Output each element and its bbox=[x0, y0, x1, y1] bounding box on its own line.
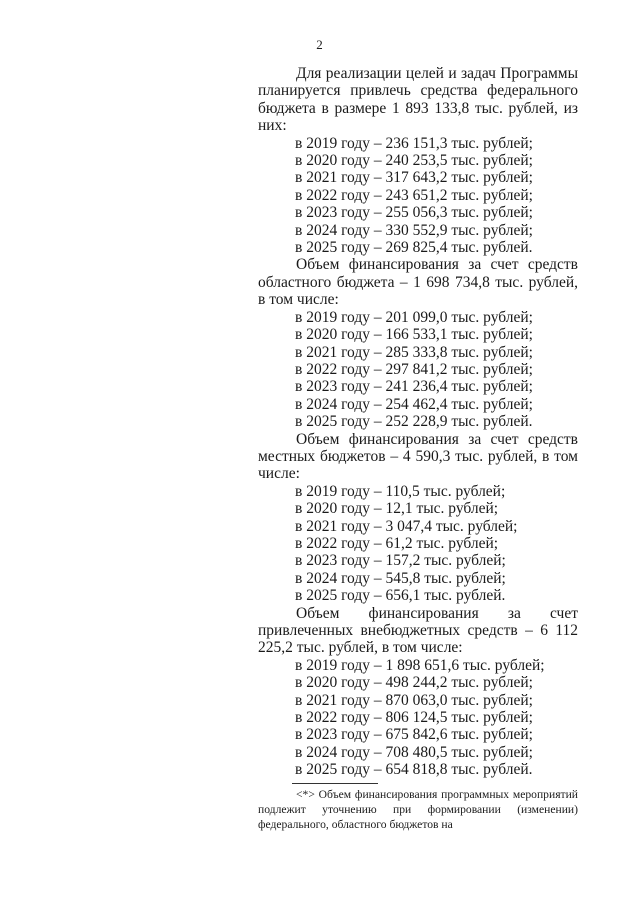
funding-line-2019: в 2019 году – 110,5 тыс. рублей; bbox=[295, 482, 506, 500]
funding-line-2020: в 2020 году – 498 244,2 тыс. рублей; bbox=[295, 674, 533, 692]
funding-line-2024: в 2024 году – 545,8 тыс. рублей; bbox=[295, 569, 506, 587]
funding-line-2023: в 2023 году – 241 236,4 тыс. рублей; bbox=[295, 378, 533, 396]
funding-line-2021: в 2021 году – 317 643,2 тыс. рублей; bbox=[295, 169, 533, 187]
funding-line-2022: в 2022 году – 243 651,2 тыс. рублей; bbox=[295, 186, 533, 204]
funding-line-2025: в 2025 году – 656,1 тыс. рублей. bbox=[295, 587, 506, 605]
funding-line-2021: в 2021 году – 870 063,0 тыс. рублей; bbox=[295, 691, 533, 709]
funding-line-2019: в 2019 году – 1 898 651,6 тыс. рублей; bbox=[295, 656, 545, 674]
funding-line-2024: в 2024 году – 330 552,9 тыс. рублей; bbox=[295, 221, 533, 239]
section-intro: Объем финансирования за счет привлеченных внебюджетных средств – 6 112 225,2 тыс. рублей, в том числе: bbox=[258, 604, 578, 657]
section-local-budgets bbox=[258, 431, 578, 605]
section-regional-budget bbox=[258, 256, 578, 430]
funding-line-2021: в 2021 году – 3 047,4 тыс. рублей; bbox=[295, 517, 518, 535]
page-number: 2 bbox=[316, 37, 323, 52]
funding-line-2024: в 2024 году – 708 480,5 тыс. рублей; bbox=[295, 743, 533, 761]
footnote-divider bbox=[292, 783, 378, 784]
funding-line-2020: в 2020 году – 240 253,5 тыс. рублей; bbox=[295, 152, 533, 170]
section-intro: Объем финансирования за счет средств областного бюджета – 1 698 734,8 тыс. рублей, в том числе: bbox=[258, 256, 578, 309]
funding-line-2025: в 2025 году – 252 228,9 тыс. рублей. bbox=[295, 413, 533, 431]
section-intro: Объем финансирования за счет средств местных бюджетов – 4 590,3 тыс. рублей, в том числе: bbox=[258, 430, 578, 483]
funding-line-2025: в 2025 году – 654 818,8 тыс. рублей. bbox=[295, 761, 533, 779]
section-federal-budget bbox=[258, 65, 578, 256]
section-extrabudgetary bbox=[258, 605, 578, 779]
funding-line-2020: в 2020 году – 166 533,1 тыс. рублей; bbox=[295, 326, 533, 344]
footnote: <*> Объем финансирования программных мероприятий подлежит уточнению при формировании (изменении) федерального, областного бюджетов на bbox=[258, 788, 578, 832]
funding-line-2021: в 2021 году – 285 333,8 тыс. рублей; bbox=[295, 343, 533, 361]
funding-line-2025: в 2025 году – 269 825,4 тыс. рублей. bbox=[295, 239, 533, 257]
section-intro: Для реализации целей и задач Программы планируется привлечь средства федерального бюджета в размере 1 893 133,8 тыс. рублей, из них: bbox=[258, 65, 578, 135]
funding-line-2023: в 2023 году – 675 842,6 тыс. рублей; bbox=[295, 726, 533, 744]
funding-line-2020: в 2020 году – 12,1 тыс. рублей; bbox=[295, 500, 499, 518]
funding-line-2024: в 2024 году – 254 462,4 тыс. рублей; bbox=[295, 395, 533, 413]
funding-line-2022: в 2022 году – 806 124,5 тыс. рублей; bbox=[295, 709, 533, 727]
document-body bbox=[258, 65, 578, 779]
funding-line-2022: в 2022 году – 61,2 тыс. рублей; bbox=[295, 534, 499, 552]
funding-line-2023: в 2023 году – 157,2 тыс. рублей; bbox=[295, 552, 506, 570]
funding-line-2019: в 2019 году – 201 099,0 тыс. рублей; bbox=[295, 308, 533, 326]
funding-line-2022: в 2022 году – 297 841,2 тыс. рублей; bbox=[295, 360, 533, 378]
funding-line-2023: в 2023 году – 255 056,3 тыс. рублей; bbox=[295, 204, 533, 222]
funding-line-2019: в 2019 году – 236 151,3 тыс. рублей; bbox=[295, 134, 533, 152]
